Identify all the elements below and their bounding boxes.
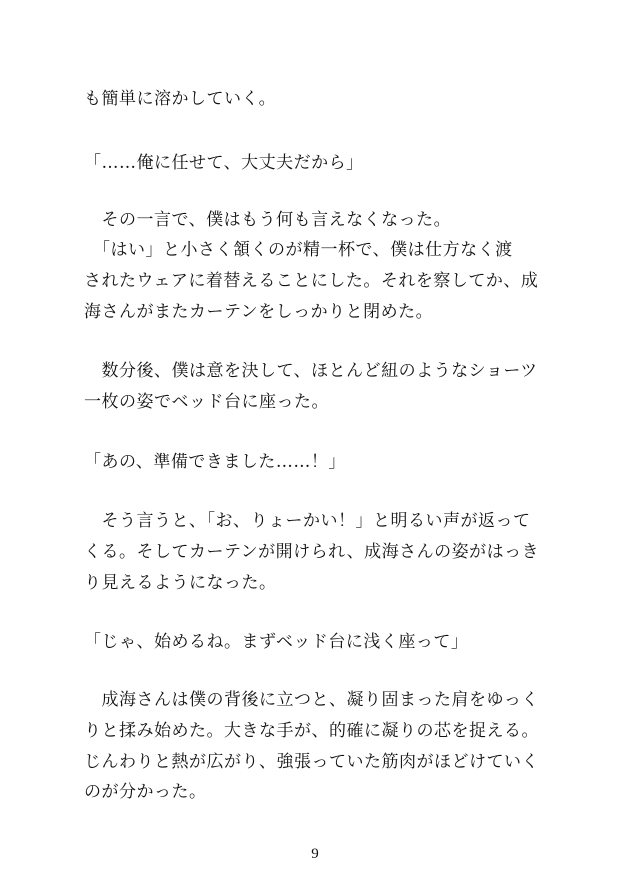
text-line: 成海さんは僕の背後に立つと、凝り固まった肩をゆっく [84, 690, 539, 710]
text-line: 「はい」と小さく頷くのが精一杯で、僕は仕方なく渡 [84, 240, 513, 260]
text-line: そう言うと、「お、りょーかい！」と明るい声が返って [84, 511, 531, 531]
text-line: 数分後、僕は意を決して、ほとんど紐のようなショーツ [84, 361, 538, 381]
text-line: その一言で、僕はもう何も言えなくなった。 [84, 210, 452, 230]
text-line: 「……俺に任せて、大丈夫だから」 [84, 153, 364, 173]
text-line: も簡単に溶かしていく。 [84, 89, 277, 109]
text-line: 「じゃ、始めるね。まずベッド台に浅く座って」 [84, 632, 469, 652]
text-line: 「あの、準備できました……！」 [84, 452, 346, 472]
text-line: のが分かった。 [84, 782, 207, 802]
text-line: 一枚の姿でベッド台に座った。 [84, 392, 329, 412]
text-line: りと揉み始めた。大きな手が、的確に凝りの芯を捉える。 [84, 721, 539, 741]
text-line: じんわりと熱が広がり、強張っていた筋肉がほどけていく [84, 752, 539, 772]
page-number: 9 [311, 846, 319, 862]
text-line: くる。そしてカーテンが開けられ、成海さんの姿がはっき [84, 542, 540, 562]
text-line: されたウェアに着替えることにした。それを察してか、成 [84, 271, 539, 291]
text-line: 海さんがまたカーテンをしっかりと閉めた。 [84, 302, 434, 322]
text-line: り見えるようになった。 [84, 573, 277, 593]
